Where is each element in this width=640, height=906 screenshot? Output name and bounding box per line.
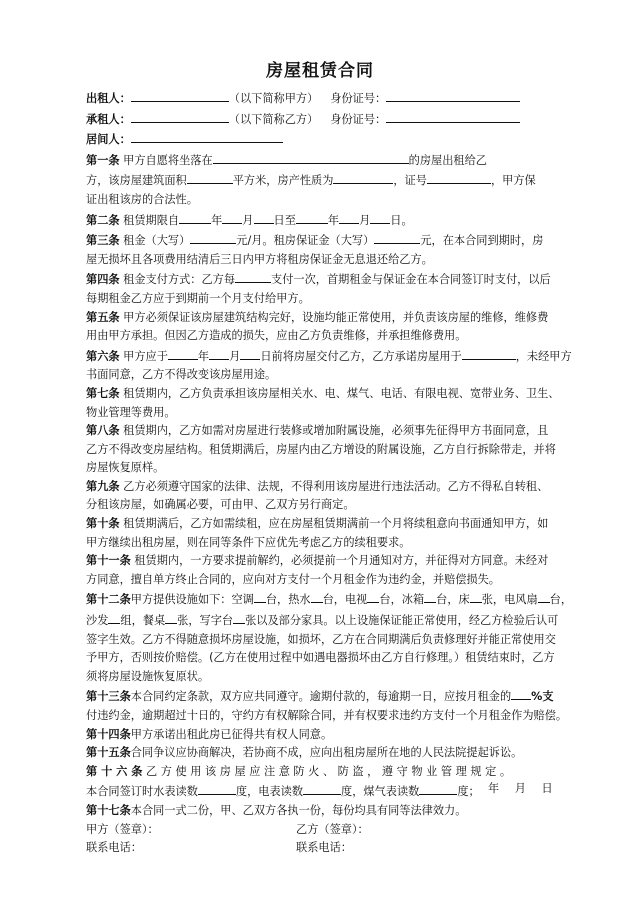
fan-count-field[interactable] <box>538 589 550 603</box>
party-b-signature[interactable]: 乙方（签章）： <box>296 822 369 836</box>
date-day[interactable]: 日 <box>541 782 553 795</box>
gas-meter-field[interactable] <box>419 781 457 795</box>
lessee-label: 承租人： <box>86 112 131 126</box>
article-10: 第十条 租赁期满后，乙方如需续租，应在房屋租赁期满前一个月将续租意向书面通知甲方，如 <box>86 517 549 531</box>
desk-count-field[interactable] <box>233 610 245 624</box>
article-11: 第十一条 租赁期内，一方要求提前解约，必须提前一个月通知对方，并征得对方同意。未经对 <box>86 554 549 568</box>
party-a-signature[interactable]: 甲方（签章）： <box>86 822 159 836</box>
article-17: 第十七条本合同一式二份，甲、乙双方各执一份，每份均具有同等法律效力。 <box>86 803 467 817</box>
resident-line <box>86 129 556 150</box>
end-day-field[interactable] <box>370 210 390 224</box>
start-year-field[interactable] <box>179 210 211 224</box>
article-5: 第五条 甲方必须保证该房屋建筑结构完好，设施均能正常使用，并负责该房屋的维修，维修费 <box>86 310 549 324</box>
end-year-field[interactable] <box>296 210 328 224</box>
article-9: 第九条 乙方必须遵守国家的法律、法规，不得利用该房屋进行违法活动。乙方不得私自转租、 <box>86 479 549 493</box>
lessee-line: 承租人： （以下简称乙方） 身份证号： <box>86 109 556 130</box>
phone-row <box>86 839 556 858</box>
date-year[interactable]: 年 <box>488 782 500 795</box>
article-13: 第十三条本合同约定条款，双方应共同遵守。逾期付款的，每逾期一日，应按月租金的 %支 <box>86 686 556 707</box>
article-3: 第三条 租金（大写） 元/月。租房保证金（大写） 元，在本合同到期时，房 <box>86 230 556 251</box>
lessor-name-field[interactable] <box>131 88 229 102</box>
article-8: 第八条 租赁期内，乙方如需对房屋进行装修或增加附属设施，必须事先征得甲方书面同意，且 <box>86 424 549 438</box>
lessee-name-field[interactable] <box>131 109 229 123</box>
sofa-count-field[interactable] <box>108 610 120 624</box>
resident-name-field[interactable] <box>131 129 283 143</box>
start-month-field[interactable] <box>222 210 242 224</box>
lessor-label: 出租人： <box>86 92 131 105</box>
property-address-field[interactable] <box>213 150 409 164</box>
article-16: 第 十 六 条 乙 方 使 用 该 房 屋 应 注 意 防 火 、 防 盗 ， 遵 守 物 业 管 理 规 定 。 <box>86 764 512 778</box>
article-2: 第二条 租赁期限自 年 月 日至 年 月 日。 <box>86 210 556 231</box>
article-6: 第六条 甲方应于 年 月 日前将房屋交付乙方，乙方承诺房屋用于 ，未经甲方 <box>86 346 556 367</box>
penalty-rate-field[interactable] <box>511 686 531 700</box>
lessor-id-field[interactable] <box>386 88 520 102</box>
lessee-id-field[interactable] <box>386 109 520 123</box>
article-1: 第一条 甲方自愿将坐落在 的房屋出租给乙 <box>86 150 556 171</box>
usage-field[interactable] <box>462 346 516 360</box>
handover-year-field[interactable] <box>168 346 198 360</box>
signing-date <box>488 780 553 796</box>
start-day-field[interactable] <box>254 210 274 224</box>
fridge-count-field[interactable] <box>424 589 436 603</box>
contract-body: 出租人： （以下简称甲方） 身份证号： 承租人： （以下简称乙方） 身份证号： 居间人： 第一条 甲方自愿将坐落在 的房屋出租给乙 方，该房屋建筑面积 平方米，房产性质为 ，证号 ，甲方保 证出租该房的合法性。 第二条 租赁期限自 年 月 日至 年 月 日。 第三条 租金（大写） 元/月。租房保证金（大写） 元，在本合同到期时，房 屋无损坏且各项费用结清后三日内甲方将租房保证金无息退还给乙方。 第四条 租金支付方式：乙方每 支付一次，首期租金与保证金在本合同签订时支付，以后 每期租金乙方应于到期前一个月支付给甲方。 第五条 甲方必须保证该房屋建筑结构完好，设施均能正常使用，并负责该房屋的维修，维修费 用由甲方承担。但因乙方造成的损失，应由乙方负责维修，并承担维修费用。 第六条 甲方应于 年 月 日前将房屋交付乙方，乙方承诺房屋用于 ，未经甲方 书面同意，乙方不得改变该房屋用途。 第七条 租赁期内，乙方负责承担该房屋相关水、电、煤气、电话、有限电视、宽带业务、卫生、 物业管理等费用。 第八条 租赁期内，乙方如需对房屋进行装修或增加附属设施，必须事先征得甲方书面同意，且 乙方不得改变房屋结构。租赁期满后，房屋内由乙方增设的附属设施，乙方自行拆除带走，并将 房屋恢复原样。 第九条 乙方必须遵守国家的法律、法规，不得利用该房屋进行违法活动。乙方不得私自转租、 分租该房屋，如确属必要，可由甲、乙双方另行商定。 第十条 租赁期满后，乙方如需续租，应在房屋租赁期满前一个月将续租意向书面通知甲方，如 甲方继续出租房屋，则在同等条件下应优先考虑乙方的续租要求。 第十一条 租赁期内，一方要求提前解约，必须提前一个月通知对方，并征得对方同意。未经对 方同意，擅自单方终止合同的，应向对方支付一个月租金作为违约金，并赔偿损失。 第十二条甲方提供设施如下：空调 台，热水 台，电视 台，冰箱 台，床 张，电风扇 台， 沙发 组，餐桌 张，写字台 张以及部分家具。以上设施保证能正常使用，经乙方检验后认可 签字生效。乙方不得随意损坏房屋设施，如损坏，乙方在合同期满后负责修理好并能正常使用交 予甲方，否则按价赔偿。(乙方在使用过程中如遇电器损坏由乙方自行修理。）租赁结束时，乙方 须将房屋设施恢复原状。 第十三条本合同约定条款，双方应共同遵守。逾期付款的，每逾期一日，应按月租金的 %支 付违约金，逾期超过十日的，守约方有权解除合同，并有权要求违约方支付一个月租金作为赔偿。 第十四条甲方承诺出租此房已征得共有权人同意。 第十五条合同争议应协商解决，若协商不成，应向出租房屋所在地的人民法院提起诉讼。 第 十 六 条 乙 方 使 用 该 房 屋 应 注 意 防 火 、 防 盗 ， 遵 守 物 业 管 理 规 定 。 本合同签订时水表读数 度，电表读数 度，煤气表读数 度； 第十七条本合同一式二份，甲、乙双方各执一份，每份均具有同等法律效力。 甲方（签章）： 乙方（签章）： 联系电话： 联系电话： <box>86 88 556 858</box>
ac-count-field[interactable] <box>254 589 266 603</box>
payment-cycle-field[interactable] <box>235 269 271 283</box>
party-a-phone[interactable]: 联系电话： <box>86 841 142 855</box>
monthly-rent-field[interactable] <box>190 230 236 244</box>
party-b-phone[interactable]: 联系电话： <box>296 841 352 855</box>
article-14: 第十四条甲方承诺出租此房已征得共有权人同意。 <box>86 727 333 741</box>
handover-day-field[interactable] <box>240 346 260 360</box>
article-7: 第七条 租赁期内，乙方负责承担该房屋相关水、电、煤气、电话、有限电视、宽带业务、卫生、 <box>86 386 560 400</box>
water-meter-field[interactable] <box>198 781 236 795</box>
article-12: 第十二条甲方提供设施如下：空调 台，热水 台，电视 台，冰箱 台，床 张，电风扇 台， <box>86 589 556 610</box>
end-month-field[interactable] <box>339 210 359 224</box>
area-field[interactable] <box>187 170 233 184</box>
resident-label: 居间人： <box>86 133 131 147</box>
property-nature-field[interactable] <box>333 170 393 184</box>
date-month[interactable]: 月 <box>514 782 526 795</box>
deposit-field[interactable] <box>374 230 420 244</box>
electric-meter-field[interactable] <box>303 781 341 795</box>
signature-row <box>86 821 556 840</box>
lessor-line: 出租人： （以下简称甲方） 身份证号： <box>86 88 556 109</box>
certificate-number-field[interactable] <box>427 170 491 184</box>
bed-count-field[interactable] <box>470 589 482 603</box>
article-15: 第十五条合同争议应协商解决，若协商不成，应向出租房屋所在地的人民法院提起诉讼。 <box>86 746 523 760</box>
table-count-field[interactable] <box>165 610 177 624</box>
tv-count-field[interactable] <box>367 589 379 603</box>
page-title: 房屋租赁合同 <box>266 61 374 81</box>
handover-month-field[interactable] <box>209 346 229 360</box>
heater-count-field[interactable] <box>311 589 323 603</box>
article-4: 第四条 租金支付方式：乙方每 支付一次，首期租金与保证金在本合同签订时支付，以后 <box>86 269 556 290</box>
